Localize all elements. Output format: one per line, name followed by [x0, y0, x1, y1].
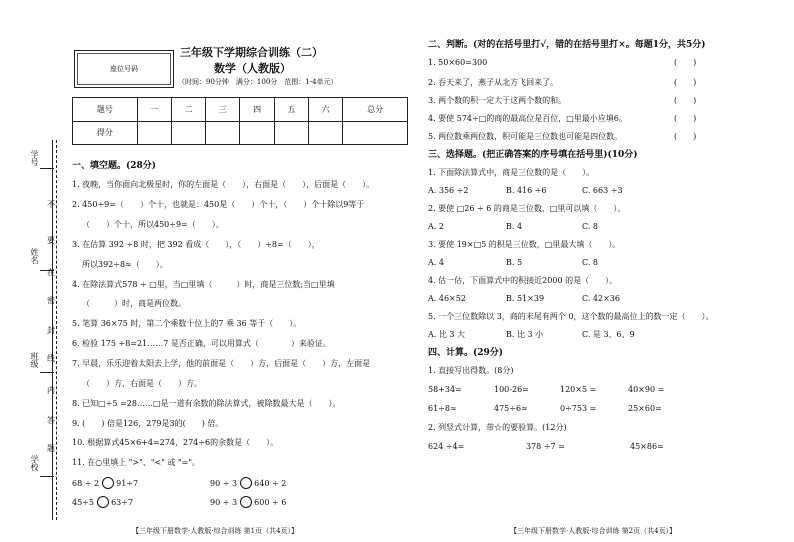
compare-expr: 90 ÷ 3 [210, 479, 238, 488]
question-line: 3. 在估算 392 ÷8 时，把 392 看成（ ），（ ）÷8=（ ）， [72, 240, 320, 249]
choice-option[interactable]: C. 42×36 [582, 294, 620, 303]
section3-title: 三、选择题。(把正确答案的序号填在括号里)(10分) [428, 150, 638, 160]
score-table-header: 总分 [343, 98, 408, 122]
seal-char: 封 [47, 326, 55, 335]
label-name: 姓名 [30, 248, 39, 264]
compare-expr: 600 ÷ 6 [254, 498, 287, 507]
question-line: 2. 450÷9=（ ）个十，也就是：450是（ ）个十，（ ）个十除以9等于 [72, 200, 365, 209]
answer-paren[interactable]: ( ) [674, 96, 697, 105]
question-line: 7. 早晨，乐乐迎着太阳去上学，他的前面是（ ）方，后面是（ ）方，左面是 [72, 359, 371, 368]
question-line: （ ）时，商是两位数。 [82, 299, 186, 308]
choice-option[interactable]: B. 4 [506, 222, 523, 231]
choice-option[interactable]: A. 2 [428, 222, 444, 231]
calc-item: 40×90 = [628, 385, 665, 394]
choice-option[interactable]: B. 51×39 [506, 294, 545, 303]
score-cell[interactable] [206, 121, 240, 145]
choice-option[interactable]: C. 8 [582, 222, 599, 231]
answer-line [40, 168, 54, 169]
judge-item: 2. 吞天来了，燕子从北方飞回来了。 [428, 78, 559, 87]
judge-item: 4. 要使 574÷□的商的最高位是百位，□里最小应填6。 [428, 114, 627, 123]
compare-expr: 91÷7 [116, 479, 139, 488]
score-cell[interactable] [240, 121, 274, 145]
score-table [72, 97, 408, 145]
calc-item: 100-26= [494, 385, 529, 394]
compare-circle[interactable] [97, 496, 109, 508]
compare-expr: 640 ÷ 2 [254, 479, 287, 488]
seal-char: 题 [47, 444, 55, 453]
seal-char: 密 [47, 296, 55, 305]
choice-option[interactable]: B. 5 [506, 258, 523, 267]
answer-line [40, 476, 54, 477]
judge-item: 3. 两个数的积一定大于这两个数的和。 [428, 96, 567, 105]
vertical-calc: 378 ÷7 = [526, 442, 565, 451]
choice-option[interactable]: C. 是 3、6、9 [582, 330, 635, 339]
compare-circle[interactable] [102, 477, 114, 489]
question-line: 5. 笔算 36×75 时，第二个乘数十位上的7 乘 36 等于（ ）。 [72, 319, 302, 328]
label-school: 学校 [30, 455, 39, 471]
score-cell[interactable] [308, 121, 342, 145]
page-title: 三年级下学期综合训练（二） [180, 46, 323, 59]
score-table-header: 四 [240, 98, 274, 122]
label-class: 班级 [30, 352, 39, 368]
score-cell[interactable] [171, 121, 205, 145]
section1-title: 一、填空题。(28分) [72, 161, 157, 171]
answer-paren[interactable]: ( ) [674, 132, 697, 141]
compare-row [210, 496, 286, 508]
calc-subtitle: 2. 列竖式计算，带☆的要验算。(12分) [428, 423, 567, 432]
score-row-label: 得分 [73, 121, 138, 145]
score-cell[interactable] [343, 121, 408, 145]
score-table-header: 一 [137, 98, 171, 122]
score-table-header: 题号 [73, 98, 138, 122]
question-line: （ ）个十，所以450÷9=（ ）。 [82, 220, 224, 229]
score-table-score-row [73, 121, 408, 145]
compare-row [72, 496, 133, 508]
question-line: 4. 在除法算式578 ÷ □里，当□里填（ ）时，商是三位数;当□里填 [72, 280, 335, 289]
page-footer-right: 【三年级下册数学·人教版·综合训练 第2页（共4页）】 [510, 527, 677, 535]
compare-row [210, 477, 286, 489]
calc-item: 58+34= [428, 385, 462, 394]
compare-circle[interactable] [240, 496, 252, 508]
seal-char: 内 [47, 386, 55, 395]
seal-char: 不 [47, 200, 55, 209]
choice-option[interactable]: B. 比 3 小 [506, 330, 544, 339]
answer-paren[interactable]: ( ) [674, 114, 697, 123]
page-footer-left: 【三年级下册数学·人教版·综合训练 第1页（共4页）】 [132, 527, 299, 535]
calc-item: 475÷6≈ [494, 404, 528, 413]
page-subtitle: 数学（人教版） [214, 62, 291, 75]
label-student-id: 学号 [30, 150, 39, 166]
answer-line [40, 372, 54, 373]
compare-circle[interactable] [240, 477, 252, 489]
judge-item: 1. 50×60=300 [428, 58, 488, 67]
score-table-header-row [73, 98, 408, 122]
question-line: 1. 夜晚，当你面向北极星时，你的左面是（ ），右面是（ ），后面是（ ）。 [72, 180, 375, 189]
section2-title: 二、判断。(对的在括号里打√，错的在括号里打×。每题1分，共5分) [428, 40, 706, 50]
seat-number-label: 座位号码 [110, 65, 138, 73]
choice-question: 3. 要使 19×□5 的积是三位数，□里最大填（ ）。 [428, 240, 621, 249]
choice-option[interactable]: C. 663 ÷3 [582, 186, 623, 195]
choice-option[interactable]: C. 8 [582, 258, 599, 267]
vertical-calc: 45×86= [630, 442, 664, 451]
score-cell[interactable] [274, 121, 308, 145]
margin-line-2 [56, 140, 57, 520]
question-line: 11. 在○里填上 ">"、"<" 或 "="。 [72, 458, 201, 467]
score-cell[interactable] [137, 121, 171, 145]
calc-item: 0÷753 = [560, 404, 597, 413]
question-line: 9. ( ) 倍是126，279是3的( ) 倍。 [72, 419, 224, 428]
choice-option[interactable]: A. 4 [428, 258, 444, 267]
compare-expr: 90 ÷ 3 [210, 498, 238, 507]
vertical-calc: 624 ÷4= [428, 442, 465, 451]
answer-paren[interactable]: ( ) [674, 78, 697, 87]
score-table-header: 六 [308, 98, 342, 122]
score-table-header: 二 [171, 98, 205, 122]
choice-option[interactable]: A. 46×52 [428, 294, 466, 303]
compare-expr: 45÷5 [72, 498, 94, 507]
seal-char: 线 [47, 354, 55, 363]
section4-title: 四、计算。(29分) [428, 348, 504, 358]
choice-option[interactable]: A. 比 3 大 [428, 330, 466, 339]
question-line: （ ）方，右面是（ ）方。 [82, 379, 202, 388]
question-line: 6. 检验 175 ÷8=21……7 是否正确，可以用算式（ ）来验证。 [72, 339, 331, 348]
question-line: 所以392÷8≈（ ）。 [82, 260, 168, 269]
question-line: 8. 已知□÷5 =28……□是一道有余数的除法算式，被除数最大是（ ）。 [72, 399, 341, 408]
seal-char: 答 [47, 416, 55, 425]
score-table-header: 五 [274, 98, 308, 122]
choice-option[interactable]: B. 416 ÷6 [506, 186, 547, 195]
calc-subtitle: 1. 直接写出得数。(8分) [428, 366, 514, 375]
seal-char: 在 [47, 268, 55, 277]
calc-item: 120×5 = [560, 385, 597, 394]
choice-question: 1. 下面除法算式中，商是三位数的是（ ）。 [428, 168, 595, 177]
judge-item: 5. 两位数乘两位数，积可能是三位数也可能是四位数。 [428, 132, 623, 141]
score-table-header: 三 [206, 98, 240, 122]
seat-number-box [74, 50, 174, 88]
seal-char: 要 [47, 236, 55, 245]
answer-paren[interactable]: ( ) [674, 58, 697, 67]
question-line: 10. 根据算式45×6+4=274，274÷6的余数是（ ）。 [72, 438, 279, 447]
choice-question: 5. 一个三位数除以 3，商的末尾有两个 0，这个数的最高位上的数一定（ ）。 [428, 312, 714, 321]
calc-item: 61÷8≈ [428, 404, 457, 413]
compare-row [72, 477, 138, 489]
choice-option[interactable]: A. 356 ÷2 [428, 186, 469, 195]
choice-question: 2. 要使 □26 ÷ 6 的商是三位数，□里可以填（ ）。 [428, 204, 626, 213]
exam-info: （时间：90分钟 满分：100分 范围：1-4单元） [178, 78, 338, 86]
compare-expr: 68 ÷ 2 [72, 479, 100, 488]
compare-expr: 63÷7 [111, 498, 134, 507]
calc-item: 25×60= [628, 404, 662, 413]
choice-question: 4. 估一估，下面算式中的积接近2000 的是（ ）。 [428, 276, 618, 285]
